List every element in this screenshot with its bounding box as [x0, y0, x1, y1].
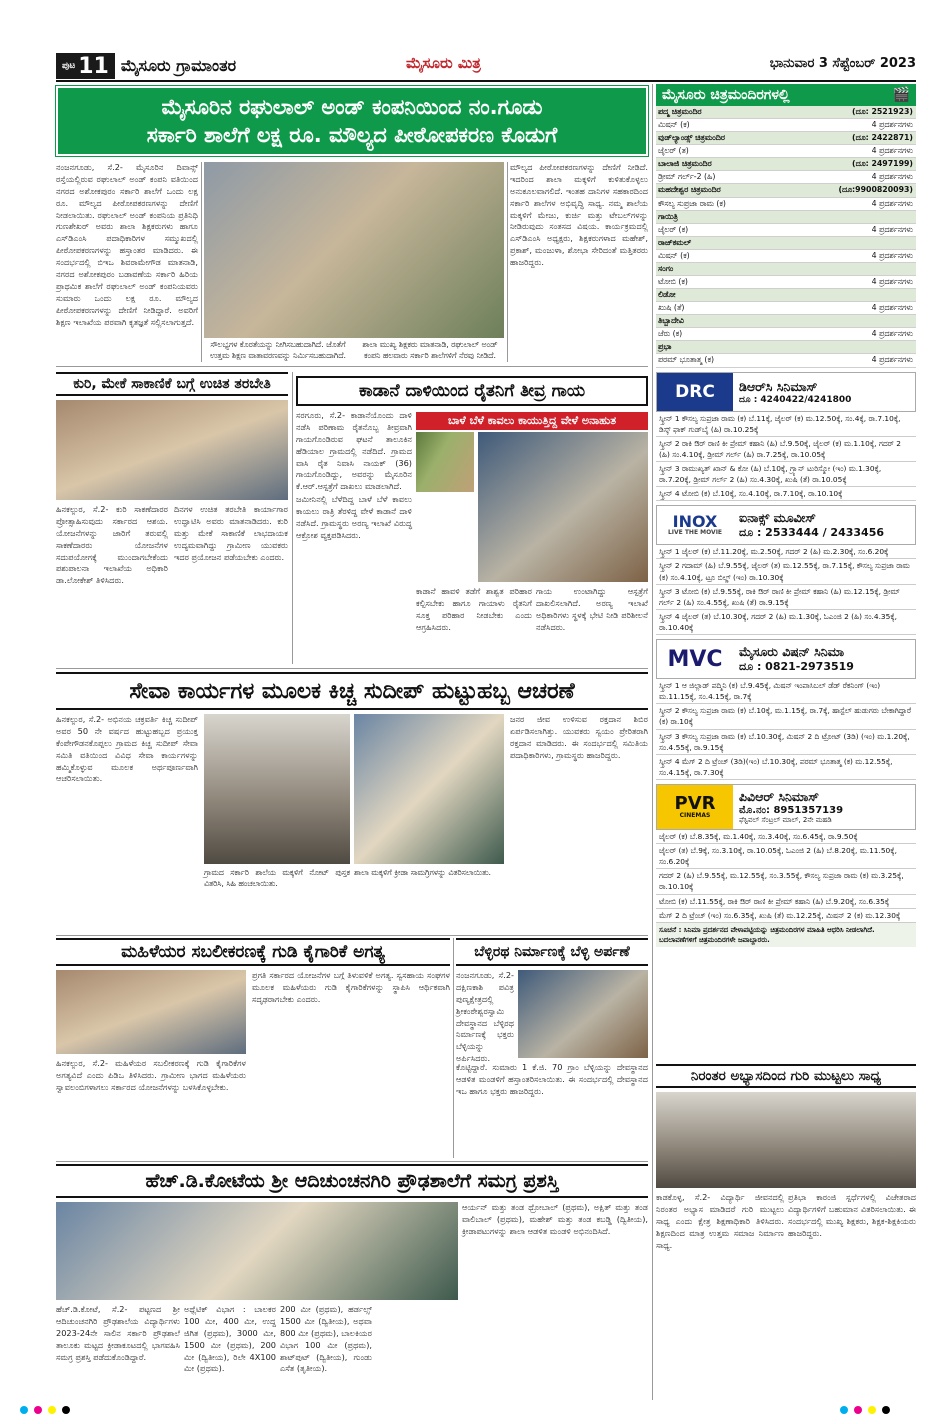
story8-body-col-1: ಕಾಡಕೊಳ್ಳ, ಸೆ.2- ವಿದ್ಯಾರ್ಥಿ ಜೀವನದಲ್ಲಿ ನಿರಂತರ ಅಭ್ಯಾಸ ಮಾಡಿದರೆ ಗುರಿ ಮುಟ್ಟಲು ಸಾಧ್ಯ ಎಂದು ಕ್ಷೇತ್ರ ಶಿಕ್ಷಣಾಧಿಕಾರಿ ತಿಳಿಸಿದರು. ಶಿಕ್ಷಣದಿಂದ ಮಾತ್ರ ಉತ್ತಮ ಸಮಾಜ ನಿರ್ಮಾಣ ಸಾಧ್ಯ. [656, 1192, 784, 1250]
cinema-row [656, 354, 916, 367]
cinema-row [656, 211, 916, 224]
cinema-row [656, 132, 916, 145]
cinema-row-title: ಗಾಯಿತ್ರಿ [658, 211, 678, 221]
pvr-logo-sub: CINEMAS [679, 811, 711, 819]
registration-dot [20, 1406, 28, 1414]
story2-body-col-1: ಹಿನಕಲ್ಪುರ, ಸೆ.2- ಕುರಿ ಸಾಕಣೆದಾರರ ಪ್ರೋತ್ಸಾಹಿಸುವುದು ಸರ್ಕಾರದ ಆಶಯ. ಯೋಜನೆಗಳನ್ನು ಜಾರಿಗೆ ತರುವಲ್ಲಿ ಸಾಕಣೆದಾರರು ಯೋಜನೆಗಳ ಸದುಪಯೋಗಕ್ಕೆ ಮುಂದಾಗಬೇಕೆಂದು ಪಶುಪಾಲನಾ ಇಲಾಖೆಯ ಅಧಿಕಾರಿ ಡಾ.ಲೋಕೇಶ್ ತಿಳಿಸಿದರು. [56, 504, 168, 586]
screen-showtimes: ಗದರ್ 2 (ಹಿ) ಬೆ.9.55ಕ್ಕೆ, ಮ.12.55ಕ್ಕೆ, ಸಂ.3.55ಕ್ಕೆ, ಕೌಸಲ್ಯ ಸುಪ್ರಜಾ ರಾಮ (ಕ) ಮ.3.25ಕ್ಕೆ, ರಾ.10.10ಕ್ಕೆ [656, 869, 916, 894]
cinema-row-title: ಮಿಷನ್ (ಕ) [658, 120, 690, 130]
lead-body-col-4: ಮೌಲ್ಯದ ಪೀಠೋಪಕರಣಗಳನ್ನು ದೇಣಿಗೆ ನೀಡಿದೆ. ಇದರಿಂದ ಶಾಲಾ ಮಕ್ಕಳಿಗೆ ಕುಳಿತುಕೊಳ್ಳಲು ಅನುಕೂಲವಾಗಲಿದೆ. ಇಂತಹ ದಾನಿಗಳ ಸಹಕಾರದಿಂದ ಸರ್ಕಾರಿ ಶಾಲೆಗಳ ಅಭಿವೃದ್ಧಿ ಸಾಧ್ಯ. ನಮ್ಮ ಶಾಲೆಯ ಮಕ್ಕಳಿಗೆ ಮೇಜು, ಕುರ್ಚಿ ಮತ್ತು ಟೇಬಲ್‌ಗಳನ್ನು ನೀಡಿರುವುದು ಸಂತಸದ ವಿಷಯ. ಕಾರ್ಯಕ್ರಮದಲ್ಲಿ ಎಸ್‌ಡಿಎಂಸಿ ಅಧ್ಯಕ್ಷರು, ಶಿಕ್ಷಕರುಗಳಾದ ಮಹೇಶ್, ಪ್ರಕಾಶ್, ಮಂಜುಳಾ, ಶೋಭಾ ಸೇರಿದಂತೆ ಮತ್ತಿತರರು ಹಾಜರಿದ್ದರು. [510, 162, 648, 268]
registration-dot [62, 1406, 70, 1414]
screen-showtimes: ಸ್ಕ್ರೀನ್ 4 ಮೆಗ್ 2 ದಿ ಟ್ರೆಂಚ್ (3ಡಿ)(ಇಂ) ಬೆ.10.30ಕ್ಕೆ, ಪರಮ್ ಭೂತಾತ್ಮ (ಕ) ಮ.12.55ಕ್ಕೆ, ಸಂ.4.15ಕ್ಕೆ, ರಾ.7.30ಕ್ಕೆ [656, 755, 916, 780]
cinema-row-title: ಟೋಬಿ (ಕ) [658, 277, 688, 287]
paper-logo: ಮೈಸೂರು ಮಿತ್ರ [406, 54, 481, 72]
cinema-row-title: ಡ್ರೀಮ್ ಗರ್ಲ್-2 (ಹಿ) [658, 172, 716, 182]
mvc-logo: MVC [657, 640, 733, 678]
inox-logo-sub: LIVE THE MOVIE [667, 529, 723, 537]
mvc-header [656, 639, 916, 679]
story7-headline: ಹೆಚ್.ಡಿ.ಕೋಟೆಯ ಶ್ರೀ ಆದಿಚುಂಚನಗಿರಿ ಪ್ರೌಢಶಾಲೆಗೆ ಸಮಗ್ರ ಪ್ರಶಸ್ತಿ [56, 1164, 648, 1198]
inox-logo-text: INOX [672, 512, 718, 532]
cinema-row-title: ಮಹದೇಶ್ವರ ಚಿತ್ರಮಂದಿರ [658, 185, 721, 195]
cinema-row-info [826, 211, 916, 223]
cinema-row [656, 171, 916, 184]
story7-photo [56, 1202, 458, 1300]
lead-photo [204, 162, 504, 338]
story4-caption-2: ಶಾಲಾ ಮಕ್ಕಳಿಗೆ ಕ್ರೀಡಾ ಸಾಮಗ್ರಿಗಳನ್ನು ವಿತರಿಸಲಾಯಿತು. [354, 868, 492, 877]
story8-body-col-2: ಪ್ರತಿಭಾ ಕಾರಂಜಿ ಸ್ಪರ್ಧೆಗಳಲ್ಲಿ ವಿಜೇತರಾದ ವಿದ್ಯಾರ್ಥಿಗಳಿಗೆ ಬಹುಮಾನ ವಿತರಿಸಲಾಯಿತು. ಈ ಸಂದರ್ಭದಲ್ಲಿ ಮುಖ್ಯ ಶಿಕ್ಷಕರು, ಶಿಕ್ಷಕ-ಶಿಕ್ಷಕಿಯರು ಹಾಜರಿದ್ದರು. [788, 1192, 916, 1238]
cinema-row-info [826, 289, 916, 301]
cinema-row [656, 263, 916, 276]
inox-logo [657, 506, 733, 544]
story6-body-col-1: ನಂಜನಗೂಡು, ಸೆ.2- ದಕ್ಷಿಣಕಾಶಿ ಪವಿತ್ರ ಪುಣ್ಯಕ್ಷೇತ್ರದಲ್ಲಿ ಶ್ರೀಕಂಠೇಶ್ವರಸ್ವಾಮಿ ದೇವಸ್ಥಾನದ ಬೆಳ್ಳಿರಥ ನಿರ್ಮಾಣಕ್ಕೆ ಭಕ್ತರು ಬೆಳ್ಳಿಯನ್ನು ಅರ್ಪಿಸಿದರು. [456, 970, 514, 1064]
cinema-row-info: 4 ಪ್ರದರ್ಶನಗಳು [871, 303, 913, 313]
cinema-row [656, 328, 916, 341]
cinema-row-title: ಕೌಸಲ್ಯ ಸುಪ್ರಜಾ ರಾಮ (ಕ) [658, 198, 726, 208]
cinema-row [656, 158, 916, 171]
mysore-cinema-table [656, 106, 916, 368]
cinema-row-info [826, 341, 916, 353]
lead-body-col-1: ನಂಜನಗೂಡು, ಸೆ.2- ಮೈಸೂರಿನ ದಿವಾನ್ಸ್ ರಸ್ತೆಯಲ್ಲಿರುವ ರಘುಲಾಲ್ ಅಂಡ್ ಕಂಪನಿ ವತಿಯಿಂದ ನಗರದ ಅಶೋಕಪುರಂ ಸರ್ಕಾರಿ ಶಾಲೆಗೆ ಒಂದು ಲಕ್ಷ ರೂ. ಮೌಲ್ಯದ ಪೀಠೋಪಕರಣಗಳನ್ನು ದೇಣಿಗೆ ನೀಡಲಾಯಿತು. ರಘುಲಾಲ್ ಅಂಡ್ ಕಂಪನಿಯ ಪ್ರತಿನಿಧಿ ಗುಣಶೇಖರ್ ಅವರು ಶಾಲಾ ಶಿಕ್ಷಕರುಗಳು ಹಾಗೂ ಎಸ್‌ಡಿಎಂಸಿ ಪದಾಧಿಕಾರಿಗಳ ಸಮ್ಮುಖದಲ್ಲಿ ಪೀಠೋಪಕರಣಗಳನ್ನು ಹಸ್ತಾಂತರ ಮಾಡಿದರು. ಈ ಸಂದರ್ಭದಲ್ಲಿ ಬಿಇಒ ಶಿವರಾಮೇಗೌಡ ಮಾತನಾಡಿ, ನಗರದ ಅಶೋಕಪುರಂ ಬಡಾವಣೆಯ ಸರ್ಕಾರಿ ಹಿರಿಯ ಪ್ರಾಥಮಿಕ ಶಾಲೆಗೆ ರಘುಲಾಲ್ ಅಂಡ್ ಕಂಪನಿಯವರು ಸುಮಾರು ಒಂದು ಲಕ್ಷ ರೂ. ಮೌಲ್ಯದ ಪೀಠೋಪಕರಣಗಳನ್ನು ದೇಣಿಗೆ ನೀಡಿದ್ದಾರೆ. ಅವರಿಗೆ ಶಿಕ್ಷಣ ಇಲಾಖೆಯ ಪರವಾಗಿ ಕೃತಜ್ಞತೆ ಸಲ್ಲಿಸಲಾಗುತ್ತದೆ. [56, 162, 198, 327]
cinema-row [656, 237, 916, 250]
cinema-row-info [826, 237, 916, 249]
page-prefix: ಪುಟ [62, 61, 76, 71]
story3-photo-portrait [416, 432, 474, 492]
screen-showtimes: ಸ್ಕ್ರೀನ್ 3 ರಾಮುಖ್ಯತ್ ಖಾನ್ & ಕೋ (ಹಿ) ಬೆ.10ಕ್ಕೆ, ಗ್ರ್ಯಾನ್ ಟುರಿಸ್ಮೋ (ಇಂ) ಮ.1.30ಕ್ಕೆ, ರಾ.7.20ಕ್ಕೆ, ಡ್ರೀಮ್ ಗರ್ಲ್ 2 (ಹಿ) ಸಂ.4.30ಕ್ಕೆ, ಖುಷಿ (ತೆ) ರಾ.10.05ಕ್ಕೆ [656, 462, 916, 487]
cinema-row-info: 4 ಪ್ರದರ್ಶನಗಳು [871, 146, 913, 156]
story4-caption-1: ಗ್ರಾಮದ ಸರ್ಕಾರಿ ಶಾಲೆಯ ಮಕ್ಕಳಿಗೆ ನೋಟ್ ಪುಸ್ತಕ ವಿತರಿಸಿ, ಸಿಹಿ ಹಂಚಲಾಯಿತು. [204, 868, 350, 888]
drc-screens [656, 412, 916, 502]
story5-body-col-2: ಪ್ರಗತಿ ಸರ್ಕಾರದ ಯೋಜನೆಗಳ ಬಗ್ಗೆ ತಿಳುವಳಿಕೆ ಅಗತ್ಯ. ಸ್ವಸಹಾಯ ಸಂಘಗಳ ಮೂಲಕ ಮಹಿಳೆಯರು ಗುಡಿ ಕೈಗಾರಿಕೆಗಳನ್ನು ಸ್ಥಾಪಿಸಿ ಆರ್ಥಿಕವಾಗಿ ಸದೃಢರಾಗಬೇಕು ಎಂದರು. [252, 970, 450, 1004]
inox-header [656, 505, 916, 545]
cinema-row [656, 198, 916, 211]
screen-showtimes: ಜೈಲರ್ (ತ) ಬೆ.9ಕ್ಕೆ, ಸಂ.3.10ಕ್ಕೆ, ರಾ.10.05ಕ್ಕೆ, ಓಎಂಜಿ 2 (ಹಿ) ಬೆ.8.20ಕ್ಕೆ, ಮ.11.50ಕ್ಕೆ, ಸಂ.6.20ಕ್ಕೆ [656, 844, 916, 869]
story3-body-col-3: ಕಾಡಾನೆ ಹಾವಳಿ ತಡೆಗೆ ಶಾಶ್ವತ ಪರಿಹಾರ ಕಲ್ಪಿಸಬೇಕು ಹಾಗೂ ಗಾಯಾಳು ರೈತನಿಗೆ ಸೂಕ್ತ ಪರಿಹಾರ ನೀಡಬೇಕು ಎಂದು ಆಗ್ರಹಿಸಿದರು. [416, 586, 532, 632]
story7-body-col-3: 200 ಮೀ (ಪ್ರಥಮ), ಹರ್ಡಲ್ಸ್ 1500 ಮೀ (ದ್ವಿತೀಯ), ಅಥವಾ 800 ಮೀ (ಪ್ರಥಮ), ಬಾಲಕಿಯರ ವಿಭಾಗ 100 ಮೀ (ಪ್ರಥಮ), ಶಾಟ್‌ಪುಟ್ (ದ್ವಿತೀಯ), ಗುಂಡು ಎಸೆತ (ತೃತೀಯ). [280, 1304, 373, 1374]
drc-phone: ದೂ : 4240422/4241800 [739, 394, 852, 405]
story3-headline: ಕಾಡಾನೆ ದಾಳಿಯಿಂದ ರೈತನಿಗೆ ತೀವ್ರ ಗಾಯ [296, 376, 648, 406]
masthead-rule [56, 80, 916, 82]
cinema-row-title: ಪದ್ಮ ಚಿತ್ರಮಂದಿರ [658, 107, 702, 116]
mysore-cinemas-title: ಮೈಸೂರು ಚಿತ್ರಮಂದಿರಗಳಲ್ಲಿ [662, 87, 790, 103]
inox-screens [656, 545, 916, 635]
lead-headline-line-2: ಸರ್ಕಾರಿ ಶಾಲೆಗೆ ಲಕ್ಷ ರೂ. ಮೌಲ್ಯದ ಪೀಠೋಪಕರಣ ಕೊಡುಗೆ [146, 123, 558, 147]
mvc-name: ಮೈಸೂರು ವಿಷನ್ ಸಿನಿಮಾ [739, 644, 845, 660]
divider [453, 938, 454, 1158]
story3-body-col-4: ಗಾಯ ಉಂಟಾಗಿದ್ದು ಆಸ್ಪತ್ರೆಗೆ ದಾಖಲಿಸಲಾಗಿದೆ. ಅರಣ್ಯ ಇಲಾಖೆ ಅಧಿಕಾರಿಗಳು ಸ್ಥಳಕ್ಕೆ ಭೇಟಿ ನೀಡಿ ಪರಿಶೀಲನೆ ನಡೆಸಿದರು. [536, 586, 648, 632]
cinema-row-title: ಪ್ರಭಾ [658, 342, 672, 352]
cinema-row [656, 106, 916, 119]
cinema-row-title: ಬಾಲಾಜಿ ಚಿತ್ರಮಂದಿರ [658, 159, 712, 169]
cinema-row [656, 145, 916, 158]
story5-photo [56, 970, 246, 1054]
screen-showtimes: ಸ್ಕ್ರೀನ್ 4 ಜೈಲರ್ (ತ) ಬೆ.10.30ಕ್ಕೆ, ಗದರ್ 2 (ಹಿ) ಮ.1.30ಕ್ಕೆ, ಓಎಂಜಿ 2 (ಹಿ) ಸಂ.4.35ಕ್ಕೆ, ರಾ.10.40ಕ್ಕೆ [656, 610, 916, 635]
dateline: ಭಾನುವಾರ 3 ಸೆಪ್ಟೆಂಬರ್ 2023 [769, 56, 916, 71]
story4-photo-2 [354, 714, 504, 864]
screen-showtimes: ಟೋಬಿ (ಕ) ಬೆ.11.55ಕ್ಕೆ, ರಾಕಿ ಔರ್ ರಾಣಿ ಕೀ ಪ್ರೇಮ್ ಕಹಾನಿ (ಹಿ) ಬೆ.9.20ಕ್ಕೆ, ಸಂ.6.35ಕ್ಕೆ [656, 895, 916, 909]
page-number-badge [56, 53, 115, 79]
mysore-cinemas-banner [656, 84, 916, 106]
cinema-row-title: ಜೈಲರ್ (ತ) [658, 146, 689, 156]
cinema-row-info: 4 ಪ್ರದರ್ಶನಗಳು [871, 198, 913, 208]
cinema-row-info: (ದೂ:9900820093) [838, 185, 913, 195]
pvr-logo [657, 785, 733, 829]
cinema-row [656, 224, 916, 237]
section-title: ಮೈಸೂರು ಗ್ರಾಮಾಂತರ [120, 56, 237, 75]
pvr-header [656, 784, 916, 830]
cinema-row-info: (ದೂ: 2521923) [852, 107, 913, 116]
cinema-row [656, 341, 916, 354]
story6-body-col-2: ಕೊಟ್ಟಿದ್ದಾರೆ. ಸುಮಾರು 1 ಕೆ.ಜಿ. 70 ಗ್ರಾಂ ಬೆಳ್ಳಿಯನ್ನು ದೇವಸ್ಥಾನದ ಆಡಳಿತ ಮಂಡಳಿಗೆ ಹಸ್ತಾಂತರಿಸಲಾಯಿತು. ಈ ಸಂದರ್ಭದಲ್ಲಿ ದೇವಸ್ಥಾನದ ಇಒ ಹಾಗೂ ಭಕ್ತರು ಹಾಜರಿದ್ದರು. [456, 1062, 648, 1096]
cinema-row-info: 4 ಪ್ರದರ್ಶನಗಳು [871, 277, 913, 287]
story5-headline: ಮಹಿಳೆಯರ ಸಬಲೀಕರಣಕ್ಕೆ ಗುಡಿ ಕೈಗಾರಿಕೆ ಅಗತ್ಯ [56, 938, 450, 966]
story2-photo [56, 400, 288, 500]
page-number: 11 [78, 53, 109, 79]
screen-showtimes: ಸ್ಕ್ರೀನ್ 2 ಕೌಸಲ್ಯ ಸುಪ್ರಜಾ ರಾಮ (ಕ) ಬೆ.10ಕ್ಕೆ, ಮ.1.15ಕ್ಕೆ, ರಾ.7ಕ್ಕೆ, ಹಾಸ್ಟೆಲ್ ಹುಡುಗರು ಬೇಕಾಗಿದ್ದಾರೆ (ಕ) ರಾ.10ಕ್ಕೆ [656, 704, 916, 729]
story3-body-col-2: ಜಮೀನಿನಲ್ಲಿ ಬೆಳೆದಿದ್ದ ಬಾಳೆ ಬೆಳೆ ಕಾವಲು ಕಾಯಲು ರಾತ್ರಿ ತೆರಳಿದ್ದ ವೇಳೆ ಕಾಡಾನೆ ದಾಳಿ ನಡೆಸಿದೆ. ಗ್ರಾಮಸ್ಥರು ಅರಣ್ಯ ಇಲಾಖೆ ವಿರುದ್ಧ ಆಕ್ರೋಶ ವ್ಯಕ್ತಪಡಿಸಿದರು. [296, 494, 412, 540]
registration-dot [48, 1406, 56, 1414]
cinema-row-title: ಮಿಷನ್ (ಕ) [658, 250, 690, 260]
story4-body-col-4: ಜನರ ಜೀವ ಉಳಿಸುವ ರಕ್ತದಾನ ಶಿಬಿರ ಏರ್ಪಡಿಸಲಾಗಿತ್ತು. ಯುವಕರು ಸ್ವಯಂ ಪ್ರೇರಿತರಾಗಿ ರಕ್ತದಾನ ಮಾಡಿದರು. ಈ ಸಂದರ್ಭದಲ್ಲಿ ಸಮಿತಿಯ ಪದಾಧಿಕಾರಿಗಳು, ಗ್ರಾಮಸ್ಥರು ಹಾಜರಿದ್ದರು. [510, 714, 648, 760]
screen-showtimes: ಸ್ಕ್ರೀನ್ 1 ಆ ಜಿಲ್ಲಾಡ್ ಪದ್ಮಿನಿ (ಕ) ಬೆ.9.45ಕ್ಕೆ, ಮಿಷನ್ ಇಂಪಾಸಿಬಲ್ ಡೆಡ್ ರೆಕನಿಂಗ್ (ಇಂ) ಮ.11.15ಕ್ಕೆ, ಸಂ.4.15ಕ್ಕೆ, ರಾ.7ಕ್ಕೆ [656, 679, 916, 704]
lead-caption-2: ಶಾಲಾ ಮುಖ್ಯ ಶಿಕ್ಷಕರು ಮಾತನಾಡಿ, ರಘುಲಾಲ್ ಅಂಡ್ ಕಂಪನಿ ಹಲವಾರು ಸರ್ಕಾರಿ ಶಾಲೆಗಳಿಗೆ ನೆರವು ನೀಡಿದೆ. [362, 340, 498, 360]
cinema-row-info: 4 ಪ್ರದರ್ಶನಗಳು [871, 120, 913, 130]
screen-showtimes: ಮೆಗ್ 2 ದಿ ಟ್ರೆಂಚ್ (ಇಂ) ಸಂ.6.35ಕ್ಕೆ, ಖುಷಿ (ತೆ) ಮ.12.25ಕ್ಕೆ, ಮಿಷನ್ 2 (ಕ) ಮ.12.30ಕ್ಕೆ [656, 909, 916, 923]
registration-marks-right [840, 1406, 890, 1414]
pvr-name: ಪಿವಿಆರ್ ಸಿನಿಮಾಸ್ [739, 788, 819, 804]
screen-showtimes: ಸ್ಕ್ರೀನ್ 3 ಕೌಸಲ್ಯ ಸುಪ್ರಜಾ ರಾಮ (ಕ) ಬೆ.10.30ಕ್ಕೆ, ಮಿಷನ್ 2 ದಿ ಟ್ರೋಟ್ (3ಡಿ) (ಇಂ) ಮ.1.20ಕ್ಕೆ, ಸಂ.4.55ಕ್ಕೆ, ರಾ.9.15ಕ್ಕೆ [656, 730, 916, 755]
drc-name: ಡಿಆರ್‌ಸಿ ಸಿನಿಮಾಸ್ [739, 378, 818, 394]
registration-dot [854, 1406, 862, 1414]
cinema-row [656, 250, 916, 263]
cinema-listings [656, 84, 916, 947]
divider [56, 366, 648, 367]
cinema-row-info: 4 ಪ್ರದರ್ಶನಗಳು [871, 355, 913, 365]
cinema-row [656, 119, 916, 132]
story4-photo-1 [204, 714, 350, 864]
story2-headline: ಕುರಿ, ಮೇಕೆ ಸಾಕಾಣಿಕೆ ಬಗ್ಗೆ ಉಚಿತ ತರಬೇತಿ [56, 372, 288, 396]
story8-photo [656, 1092, 916, 1188]
cinema-row-info [826, 263, 916, 275]
cinema-row-info: 4 ಪ್ರದರ್ಶನಗಳು [871, 224, 913, 234]
registration-dot [868, 1406, 876, 1414]
lead-caption-1: ಸೌಲಭ್ಯಗಳ ಕೊರತೆಯನ್ನು ನೀಗಿಸಬಹುದಾಗಿದೆ. ಜೊತೆಗೆ ಉತ್ತಮ ಶಿಕ್ಷಣ ವಾತಾವರಣವನ್ನು ನಿರ್ಮಿಸಬಹುದಾಗಿದೆ. [209, 340, 347, 360]
story3-photo-scene [478, 432, 648, 582]
cinema-row-title: ಜೆರು (ಕ) [658, 329, 683, 339]
cinema-row-title: ರಾಜ್‌ಕಮಲ್ [658, 237, 692, 247]
story7-body-col-2: ಅಥ್ಲೆಟಿಕ್ ವಿಭಾಗ : ಬಾಲಕರ 100 ಮೀ, 400 ಮೀ, ಉದ್ದ ಜಿಗಿತ (ಪ್ರಥಮ), 3000 ಮೀ, 1500 ಮೀ (ಪ್ರಥಮ), 200 ಮೀ (ದ್ವಿತೀಯ), ರಿಲೇ 4X100 ಮೀ (ಪ್ರಥಮ). [184, 1304, 276, 1374]
mvc-screens [656, 679, 916, 780]
screen-showtimes: ಸ್ಕ್ರೀನ್ 1 ಜೈಲರ್ (ಕ) ಬೆ.11.20ಕ್ಕೆ, ಮ.2.50ಕ್ಕೆ, ಗದರ್ 2 (ಹಿ) ಮ.2.30ಕ್ಕೆ, ಸಂ.6.20ಕ್ಕೆ [656, 545, 916, 559]
screen-showtimes: ಸ್ಕ್ರೀನ್ 1 ಕೌಸಲ್ಯ ಸುಪ್ರಜಾ ರಾಮ (ಕ) ಬೆ.11ಕ್ಕೆ, ಜೈಲರ್ (ಕ) ಮ.12.50ಕ್ಕೆ, ಸಂ.4ಕ್ಕೆ, ರಾ.7.10ಕ್ಕೆ, ಡಿಸ್ಕ್ ಫಾಕ್ ಗುಡ್‌ಬೈ (ಹಿ) ರಾ.10.25ಕ್ಕೆ [656, 412, 916, 437]
registration-dot [840, 1406, 848, 1414]
cinema-row-info: 4 ಪ್ರದರ್ಶನಗಳು [871, 250, 913, 260]
story2-body-col-2: ದಿನಗಳ ಉಚಿತ ತರಬೇತಿ ಕಾರ್ಯಾಗಾರ ಉದ್ಘಾಟಿಸಿ ಅವರು ಮಾತನಾಡಿದರು. ಕುರಿ ಮತ್ತು ಮೇಕೆ ಸಾಕಾಣಿಕೆ ಲಾಭದಾಯಕ ಉದ್ಯಮವಾಗಿದ್ದು ಗ್ರಾಮೀಣ ಯುವಕರು ಇದರ ಪ್ರಯೋಜನ ಪಡೆಯಬೇಕು ಎಂದರು. [174, 504, 288, 562]
cinema-row-title: ಜೈಲರ್ (ಕ) [658, 224, 689, 234]
story6-photo [518, 970, 648, 1058]
screen-showtimes: ಸ್ಕ್ರೀನ್ 3 ಟೋಬಿ (ಕ) ಬೆ.9.55ಕ್ಕೆ, ರಾಕಿ ಔರ್ ರಾಣಿ ಕೀ ಪ್ರೇಮ್ ಕಹಾನಿ (ಹಿ) ಮ.12.15ಕ್ಕೆ, ಡ್ರೀಮ್ ಗರ್ಲ್ 2 (ಹಿ) ಸಂ.4.55ಕ್ಕೆ, ಖುಷಿ (ತೆ) ರಾ.9.15ಕ್ಕೆ [656, 585, 916, 610]
drc-header [656, 372, 916, 412]
divider [56, 668, 648, 669]
cinema-row-title: ತಿಬ್ಬಾದೇವಿ [658, 316, 684, 326]
inox-name: ಐನಾಕ್ಸ್ ಮೂವೀಸ್ [739, 510, 816, 526]
screen-showtimes: ಸ್ಕ್ರೀನ್ 2 ಗದಾಮ್ (ಹಿ) ಬೆ.9.55ಕ್ಕೆ, ಜೈಲರ್ (ತ) ಮ.12.55ಕ್ಕೆ, ರಾ.7.15ಕ್ಕೆ, ಕೌಸಲ್ಯ ಸುಪ್ರಜಾ ರಾಮ (ಕ) ಸಂ.4.10ಕ್ಕೆ, ಟ್ರೂ ಬಿಲ್ಡ್ (ಇಂ) ರಾ.10.30ಕ್ಕೆ [656, 559, 916, 584]
cinema-row-title: ವುಡ್‌ಲ್ಯಾಂಡ್ಸ್ ಚಿತ್ರಮಂದಿರ [658, 133, 725, 143]
registration-marks-left [20, 1406, 70, 1414]
cinema-row-title: ಸಂಗಂ [658, 263, 674, 273]
story5-body-col-1: ಹಿನಕಲ್ಪುರ, ಸೆ.2- ಮಹಿಳೆಯರ ಸಬಲೀಕರಣಕ್ಕೆ ಗುಡಿ ಕೈಗಾರಿಕೆಗಳ ಅಗತ್ಯವಿದೆ ಎಂದು ಪಿಡಿಒ ತಿಳಿಸಿದರು. ಗ್ರಾಮೀಣ ಭಾಗದ ಮಹಿಳೆಯರು ಸ್ವಾವಲಂಬಿಗಳಾಗಲು ಸರ್ಕಾರದ ಯೋಜನೆಗಳನ್ನು ಬಳಸಿಕೊಳ್ಳಬೇಕು. [56, 1058, 246, 1092]
story4-body-col-1: ಹಿನಕಲ್ಪುರ, ಸೆ.2- ಅಭಿನಯ ಚಕ್ರವರ್ತಿ ಕಿಚ್ಚ ಸುದೀಪ್ ಅವರ 50 ನೇ ವರ್ಷದ ಹುಟ್ಟುಹಬ್ಬದ ಪ್ರಯುಕ್ತ ಕೆಂಪೇಗೌಡನಕೊಪ್ಪಲು ಗ್ರಾಮದ ಕಿಚ್ಚ ಸುದೀಪ್ ಸೇವಾ ಸಮಿತಿ ವತಿಯಿಂದ ವಿವಿಧ ಸೇವಾ ಕಾರ್ಯಗಳನ್ನು ಹಮ್ಮಿಕೊಳ್ಳುವ ಮೂಲಕ ಅರ್ಥಪೂರ್ಣವಾಗಿ ಆಚರಿಸಲಾಯಿತು. [56, 714, 198, 784]
cinema-row [656, 276, 916, 289]
cinema-hall-icon: 🎬 [892, 87, 910, 103]
cinema-row-title: ಖುಷಿ (ತೆ) [658, 303, 685, 313]
story8-headline: ನಿರಂತರ ಅಭ್ಯಾಸದಿಂದ ಗುರಿ ಮುಟ್ಟಲು ಸಾಧ್ಯ [656, 1064, 916, 1088]
divider [292, 372, 293, 664]
cinema-row [656, 184, 916, 197]
lead-headline-line-1: ಮೈಸೂರಿನ ರಘುಲಾಲ್ ಅಂಡ್ ಕಂಪನಿಯಿಂದ ನಂ.ಗೂಡು [161, 94, 543, 119]
story6-headline: ಬೆಳ್ಳಿರಥ ನಿರ್ಮಾಣಕ್ಕೆ ಬೆಳ್ಳಿ ಅರ್ಪಣೆ [456, 938, 648, 966]
cinema-row-info: 4 ಪ್ರದರ್ಶನಗಳು [871, 329, 913, 339]
story7-body-col-1: ಹೆಚ್.ಡಿ.ಕೋಟೆ, ಸೆ.2- ಪಟ್ಟಣದ ಶ್ರೀ ಆದಿಚುಂಚನಗಿರಿ ಪ್ರೌಢಶಾಲೆಯ ವಿದ್ಯಾರ್ಥಿಗಳು 2023-24ನೇ ಸಾಲಿನ ಸರ್ಕಾರಿ ಪ್ರೌಢಶಾಲೆ ತಾಲೂಕು ಮಟ್ಟದ ಕ್ರೀಡಾಕೂಟದಲ್ಲಿ ಭಾಗವಹಿಸಿ ಸಮಗ್ರ ಪ್ರಶಸ್ತಿ ಪಡೆದುಕೊಂಡಿದ್ದಾರೆ. [56, 1304, 180, 1362]
masthead [56, 52, 916, 80]
registration-dot [34, 1406, 42, 1414]
screen-showtimes: ಸ್ಕ್ರೀನ್ 2 ರಾಕಿ ಔರ್ ರಾಣಿ ಕೀ ಪ್ರೇಮ್ ಕಹಾನಿ (ಹಿ) ಬೆ.9.50ಕ್ಕೆ, ಜೈಲರ್ (ಕ) ಮ.1.10ಕ್ಕೆ, ಗದರ್ 2 (ಹಿ) ಸಂ.4.10ಕ್ಕೆ, ಡ್ರೀಮ್ ಗರ್ಲ್ (ಹಿ) ರಾ.7.25ಕ್ಕೆ, ರಾ.10.05ಕ್ಕೆ [656, 437, 916, 462]
cinema-note: ಸೂಚನೆ : ಸಿನಿಮಾ ಪ್ರದರ್ಶನದ ವೇಳಾಪಟ್ಟಿಯನ್ನು ಚಿತ್ರಮಂದಿರಗಳ ಮಾಹಿತಿ ಆಧರಿಸಿ ನೀಡಲಾಗಿದೆ. ಬದಲಾವಣೆಗಳಿಗೆ ಚಿತ್ರಮಂದಿರಗಳೇ ಜವಾಬ್ದಾರರು. [656, 923, 916, 947]
divider [507, 162, 508, 362]
inox-phone: ದೂ : 2533444 / 2433456 [739, 526, 885, 540]
registration-dot [882, 1406, 890, 1414]
cinema-row-info: 4 ಪ್ರದರ್ಶನಗಳು [871, 172, 913, 182]
cinema-row-info: (ದೂ: 2497199) [852, 159, 913, 169]
pvr-address: ಫೆಸ್ಟಿವಲ್ ಸೆಂಟ್ರಲ್ ಮಾಲ್, 2ನೇ ಮಹಡಿ [739, 815, 832, 824]
cinema-row-title: ಲಿಡೋ [658, 290, 676, 300]
cinema-row-title: ಪರಮ್ ಭೂತಾತ್ಮ (ಕ) [658, 355, 714, 365]
divider [652, 84, 653, 1400]
divider [56, 1161, 648, 1162]
lead-headline [56, 86, 648, 156]
pvr-phone: ಮೊ.ನಂ: 8951357139 [739, 804, 844, 816]
cinema-row-info: (ದೂ: 2422871) [852, 133, 913, 143]
screen-showtimes: ಜೈಲರ್ (ಕ) ಬೆ.8.35ಕ್ಕೆ, ಮ.1.40ಕ್ಕೆ, ಸಂ.3.40ಕ್ಕೆ, ಸಂ.6.45ಕ್ಕೆ, ರಾ.9.50ಕ್ಕೆ [656, 830, 916, 844]
cinema-row [656, 289, 916, 302]
divider [56, 935, 648, 936]
story7-body-col-4: ಆರ್ಯನ್ ಮತ್ತು ತಂಡ ಥ್ರೋಬಾಲ್ (ಪ್ರಥಮ), ಅಕ್ಷಿತ್ ಮತ್ತು ತಂಡ ವಾಲಿಬಾಲ್ (ಪ್ರಥಮ), ಮಹೇಶ್ ಮತ್ತು ತಂಡ ಕಬಡ್ಡಿ (ದ್ವಿತೀಯ), ಕ್ರೀಡಾಪಟುಗಳನ್ನು ಶಾಲಾ ಆಡಳಿತ ಮಂಡಳಿ ಅಭಿನಂದಿಸಿದೆ. [462, 1202, 648, 1236]
story4-headline: ಸೇವಾ ಕಾರ್ಯಗಳ ಮೂಲಕ ಕಿಚ್ಚ ಸುದೀಪ್ ಹುಟ್ಟುಹಬ್ಬ ಆಚರಣೆ [56, 672, 648, 710]
story3-tag: ಬಾಳೆ ಬೆಳೆ ಕಾವಲು ಕಾಯುತ್ತಿದ್ದ ವೇಳೆ ಅನಾಹುತ [416, 412, 648, 430]
screen-showtimes: ಸ್ಕ್ರೀನ್ 4 ಟೋಬಿ (ಕ) ಬೆ.10ಕ್ಕೆ, ಸಂ.4.10ಕ್ಕೆ, ರಾ.7.10ಕ್ಕೆ, ರಾ.10.10ಕ್ಕೆ [656, 487, 916, 501]
drc-logo: DRC [657, 373, 733, 411]
story3-body-col-1: ಸರಗೂರು, ಸೆ.2- ಕಾಡಾನೆಯೊಂದು ದಾಳಿ ನಡೆಸಿ ಪರಿಣಾಮ ರೈತನೊಬ್ಬ ತೀವ್ರವಾಗಿ ಗಾಯಗೊಂಡಿರುವ ಘಟನೆ ತಾಲೂಕಿನ ಹೆಡಿಯಾಲ ಗ್ರಾಮದಲ್ಲಿ ನಡೆದಿದೆ. ಗ್ರಾಮದ ವಾಸಿ ರೈತ ನಿವಾಸಿ ನಾಯಕ್ (36) ಗಾಯಗೊಂಡಿದ್ದು, ಅವರನ್ನು ಮೈಸೂರಿನ ಕೆ.ಆರ್.ಆಸ್ಪತ್ರೆಗೆ ದಾಖಲು ಮಾಡಲಾಗಿದೆ. [296, 410, 412, 492]
pvr-screens [656, 830, 916, 923]
cinema-row [656, 315, 916, 328]
cinema-row [656, 302, 916, 315]
pvr-logo-text: PVR [674, 792, 716, 814]
mvc-phone: ದೂ : 0821-2973519 [739, 660, 854, 674]
cinema-row-info [826, 315, 916, 327]
divider [201, 162, 202, 362]
